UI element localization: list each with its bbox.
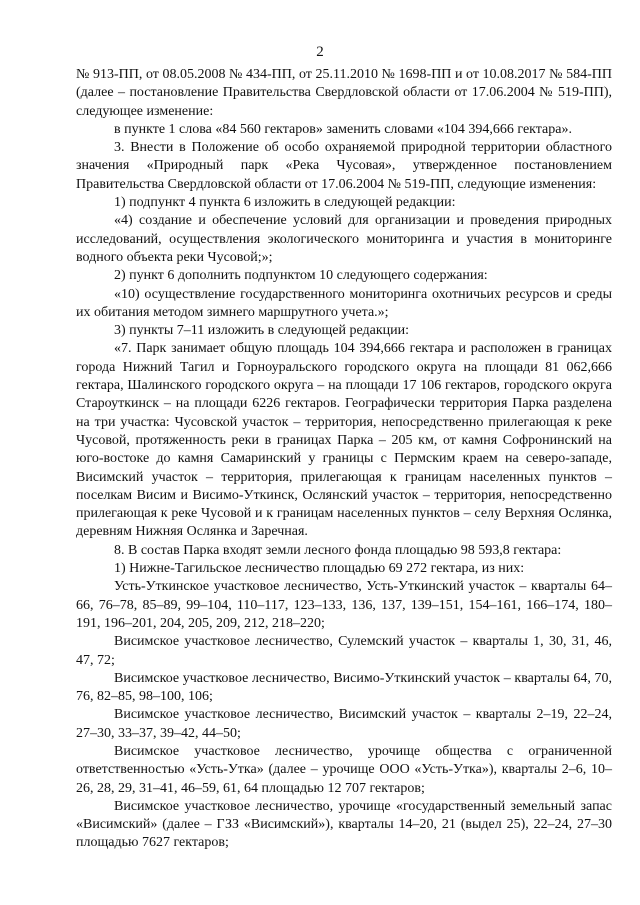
document-body <box>76 66 612 853</box>
paragraph: Висимское участковое лесничество, урочище общества с ограниченной ответственностью «Усть-Утка» (далее – урочище ООО «Усть-Утка»), кварталы 2–6, 10–26, 28, 29, 31–41, 46–59, 61, 64 площадью 12 707 гектаров; <box>76 743 612 796</box>
page-number: 2 <box>316 44 324 60</box>
paragraph: Висимское участковое лесничество, Висимо-Уткинский участок – кварталы 64, 70, 76, 82–85, 98–100, 106; <box>76 670 612 705</box>
paragraph: 2) пункт 6 дополнить подпунктом 10 следующего содержания: <box>114 268 488 284</box>
paragraph: Висимское участковое лесничество, Висимский участок – кварталы 2–19, 22–24, 27–30, 33–37, 39–42, 44–50; <box>76 707 612 741</box>
paragraph: 8. В состав Парка входят земли лесного фонда площадью 98 593,8 гектара: <box>114 542 562 558</box>
paragraph: 1) Нижне-Тагильское лесничество площадью 69 272 гектара, из них: <box>114 561 525 577</box>
paragraph: «7. Парк занимает общую площадь 104 394,666 гектара и расположен в границах города Нижний Тагил и Горноуральского городского округа на площади 81 062,666 гектара, Шалинского городского округа – на площади 17 106 гектаров, городского округа Староуткинск – на площади 6226 гектаров. Географически территория Парка разделена на три участка: Чусовской участок – территория, непосредственно прилегающая к реке Чусовой, протяженность реки в границах Парка – 205 км, от камня Софронинский на юго-востоке до камня Самаринский у границы с Пермским краем на северо-западе, Висимский участок – территория, прилегающая к границам населенных пунктов – поселкам Висим и Висимо-Уткинск, Ослянский участок – территория, непосредственно прилегающая к реке Чусовой и к границам населенных пунктов – селу Верхняя Ослянка, деревням Нижняя Ослянка и Заречная. <box>76 341 612 540</box>
paragraph: 3) пункты 7–11 изложить в следующей редакции: <box>114 323 410 339</box>
paragraph: Висимское участковое лесничество, урочище «государственный земельный запас «Висимский» (далее – ГЗЗ «Висимский»), кварталы 14–20, 21 (выдел 25), 22–24, 27–30 площадью 7627 гектаров; <box>76 798 612 851</box>
paragraph: Висимское участковое лесничество, Сулемский участок – кварталы 1, 30, 31, 46, 47, 72; <box>76 634 612 668</box>
paragraph: 1) подпункт 4 пункта 6 изложить в следующей редакции: <box>114 195 456 211</box>
paragraph: «10) осуществление государственного мониторинга охотничьих ресурсов и среды их обитания методом зимнего маршрутного учета.»; <box>76 286 612 320</box>
paragraph: № 913-ПП, от 08.05.2008 № 434-ПП, от 25.11.2010 № 1698-ПП и от 10.08.2017 № 584-ПП (далее – постановление Правительства Свердловской области от 17.06.2004 № 519-ПП), следующее изменение: <box>76 67 612 119</box>
paragraph: в пункте 1 слова «84 560 гектаров» заменить словами «104 394,666 гектара». <box>114 121 572 137</box>
paragraph: Усть-Уткинское участковое лесничество, Усть-Уткинский участок – кварталы 64–66, 76–78, 85–89, 99–104, 110–117, 123–133, 136, 137, 139–151, 154–161, 166–174, 180–191, 196–201, 204, 205, 209, 212, 218–220; <box>76 579 612 631</box>
paragraph: 3. Внести в Положение об особо охраняемой природной территории областного значения «Природный парк «Река Чусовая», утвержденное постановлением Правительства Свердловской области от 17.06.2004 № 519-ПП, следующие изменения: <box>76 140 612 192</box>
paragraph: «4) создание и обеспечение условий для организации и проведения природных исследований, осуществления экологического мониторинга и участия в мониторинге водного объекта реки Чусовой;»; <box>76 213 612 265</box>
